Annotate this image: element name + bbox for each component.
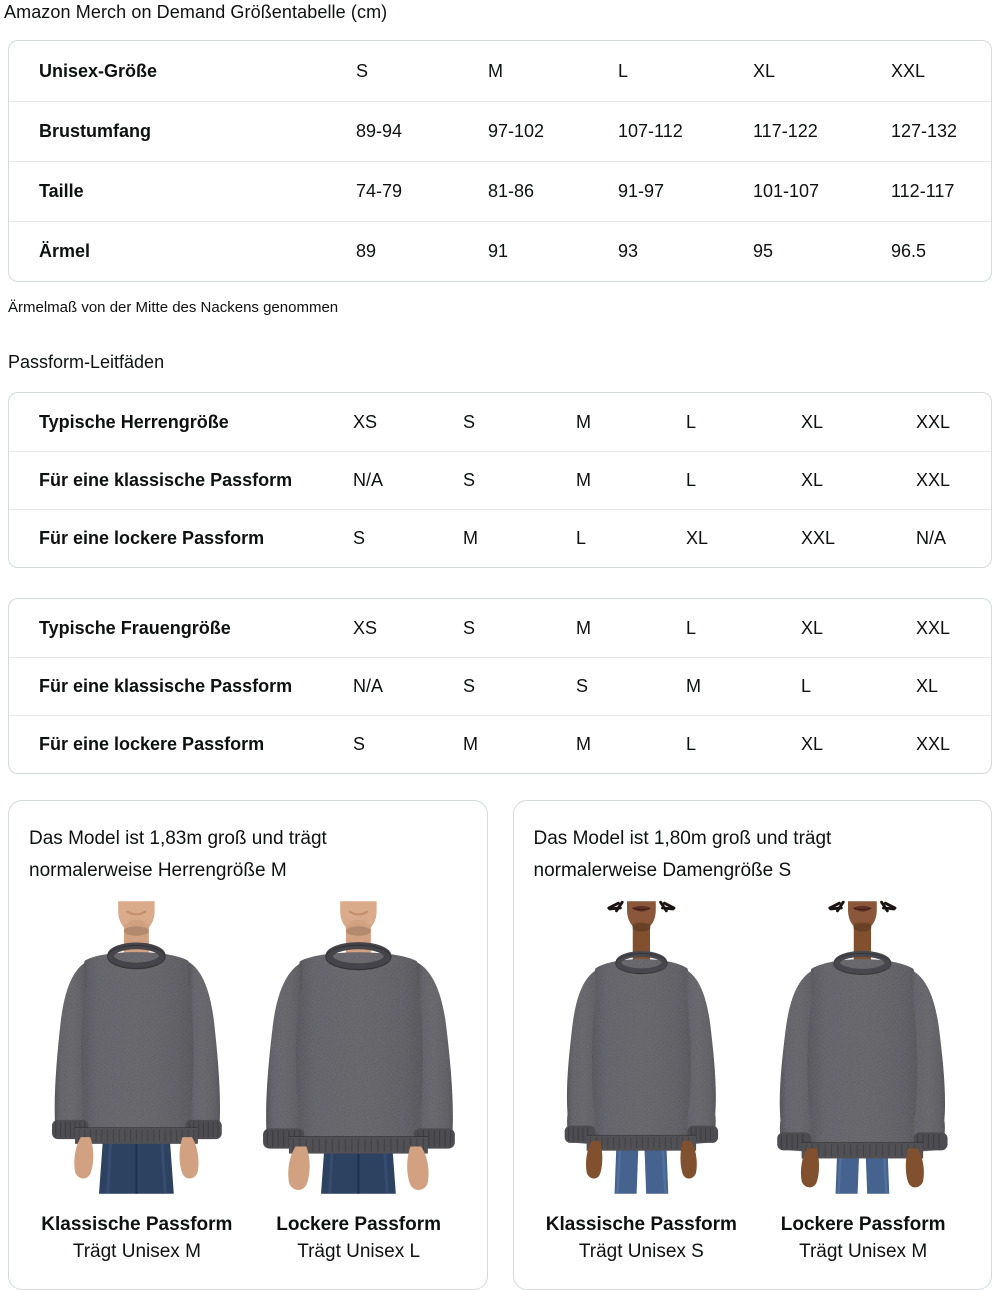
- wears-label: Trägt Unisex M: [72, 1241, 201, 1262]
- table-cell: 89-94: [356, 121, 403, 141]
- photo-caption: [755, 1214, 971, 1263]
- womens-fit-table: [8, 598, 992, 774]
- row-label: Typische Frauengröße: [39, 617, 231, 638]
- photo-caption: [534, 1214, 750, 1263]
- fit-label: Klassische Passform: [41, 1214, 233, 1235]
- size-col-header: XXL: [916, 411, 951, 432]
- wears-label: Trägt Unisex M: [799, 1241, 928, 1262]
- row-label: Unisex-Größe: [39, 60, 158, 81]
- table-cell: L: [801, 676, 812, 696]
- table-cell: 107-112: [618, 121, 683, 141]
- size-col-header: S: [463, 617, 476, 638]
- table-cell: L: [686, 470, 697, 490]
- model-photo-female-classic: [534, 895, 750, 1200]
- row-label: Taille: [39, 181, 84, 201]
- row-label: Für eine lockere Passform: [39, 528, 265, 548]
- table-cell: L: [576, 528, 587, 548]
- row-label: Für eine klassische Passform: [39, 676, 293, 696]
- table-cell: XXL: [916, 470, 951, 490]
- model-description: Das Model ist 1,80m groß und trägt normalerweise Damengröße S: [533, 828, 832, 881]
- table-row-loose-fit: [9, 509, 991, 567]
- wears-label: Trägt Unisex S: [578, 1241, 704, 1262]
- table-cell: N/A: [916, 528, 947, 548]
- size-col-header: XS: [353, 411, 378, 432]
- table-cell: 81-86: [488, 181, 535, 201]
- photo-captions: [534, 1214, 972, 1263]
- table-row-chest: [9, 101, 991, 161]
- model-description: Das Model ist 1,83m groß und trägt normalerweise Herrengröße M: [29, 828, 327, 881]
- table-header-row: [9, 393, 991, 451]
- model-photo-male-loose: [251, 895, 467, 1200]
- fit-label: Lockere Passform: [780, 1214, 946, 1235]
- table-cell: 96.5: [891, 241, 927, 261]
- table-cell: M: [463, 528, 478, 548]
- table-cell: M: [576, 734, 591, 754]
- size-col-header: L: [686, 411, 697, 432]
- table-cell: XXL: [916, 734, 951, 754]
- table-cell: 101-107: [753, 181, 820, 201]
- row-label: Für eine lockere Passform: [39, 734, 265, 754]
- photo-caption: [251, 1214, 467, 1263]
- table-cell: 91: [488, 241, 509, 261]
- table-cell: M: [576, 470, 591, 490]
- table-cell: L: [686, 734, 697, 754]
- size-col-header: XL: [801, 411, 824, 432]
- fit-label: Lockere Passform: [276, 1214, 441, 1235]
- table-cell: XL: [801, 470, 824, 490]
- row-label: Brustumfang: [39, 121, 151, 141]
- table-cell: 97-102: [488, 121, 545, 141]
- table-cell: XL: [916, 676, 939, 696]
- table-row-waist: [9, 161, 991, 221]
- sleeve-measure-note: Ärmelmaß von der Mitte des Nackens genommen: [8, 299, 339, 316]
- table-cell: 95: [753, 241, 774, 261]
- table-cell: N/A: [353, 470, 384, 490]
- size-col-header: S: [463, 411, 476, 432]
- table-cell: S: [463, 470, 476, 490]
- size-col-header: XL: [753, 60, 776, 81]
- row-label: Für eine klassische Passform: [39, 470, 293, 490]
- size-col-header: XXL: [916, 617, 951, 638]
- table-cell: S: [463, 676, 476, 696]
- table-cell: XL: [686, 528, 709, 548]
- table-header-row: [9, 599, 991, 657]
- photo-caption: [29, 1214, 245, 1263]
- size-col-header: L: [618, 60, 629, 81]
- model-photos: [534, 895, 972, 1200]
- table-cell: 93: [618, 241, 639, 261]
- table-cell: N/A: [353, 676, 384, 696]
- table-cell: 117-122: [753, 121, 818, 141]
- female-model-card: [513, 800, 993, 1290]
- model-photo-male-classic: [29, 895, 245, 1200]
- table-row-classic-fit: [9, 451, 991, 509]
- table-cell: 127-132: [891, 121, 958, 141]
- unisex-size-table: [8, 40, 992, 282]
- size-col-header: XS: [353, 617, 378, 638]
- size-col-header: M: [488, 60, 503, 81]
- fit-guides-heading: Passform-Leitfäden: [8, 352, 165, 372]
- model-photos: [29, 895, 467, 1200]
- table-row-sleeve: [9, 221, 991, 281]
- table-header-row: [9, 41, 991, 101]
- table-cell: 91-97: [618, 181, 665, 201]
- photo-captions: [29, 1214, 467, 1263]
- table-cell: XL: [801, 734, 824, 754]
- table-cell: S: [353, 734, 366, 754]
- size-col-header: M: [576, 411, 591, 432]
- wears-label: Trägt Unisex L: [297, 1241, 421, 1262]
- table-row-classic-fit: [9, 657, 991, 715]
- table-cell: 89: [356, 241, 377, 261]
- model-photo-female-loose: [755, 895, 971, 1200]
- size-col-header: S: [356, 60, 369, 81]
- row-label: Typische Herrengröße: [39, 411, 229, 432]
- table-cell: XXL: [801, 528, 836, 548]
- fit-label: Klassische Passform: [545, 1214, 737, 1235]
- table-row-loose-fit: [9, 715, 991, 773]
- table-cell: M: [463, 734, 478, 754]
- page-title: Amazon Merch on Demand Größentabelle (cm): [4, 2, 388, 22]
- size-col-header: XL: [801, 617, 824, 638]
- table-cell: S: [353, 528, 366, 548]
- table-cell: S: [576, 676, 589, 696]
- size-col-header: L: [686, 617, 697, 638]
- row-label: Ärmel: [39, 241, 91, 261]
- size-col-header: M: [576, 617, 591, 638]
- table-cell: 112-117: [891, 181, 955, 201]
- male-model-card: [8, 800, 488, 1290]
- size-col-header: XXL: [891, 60, 926, 81]
- model-cards: [8, 800, 992, 1290]
- mens-fit-table: [8, 392, 992, 568]
- table-cell: 74-79: [356, 181, 403, 201]
- table-cell: M: [686, 676, 701, 696]
